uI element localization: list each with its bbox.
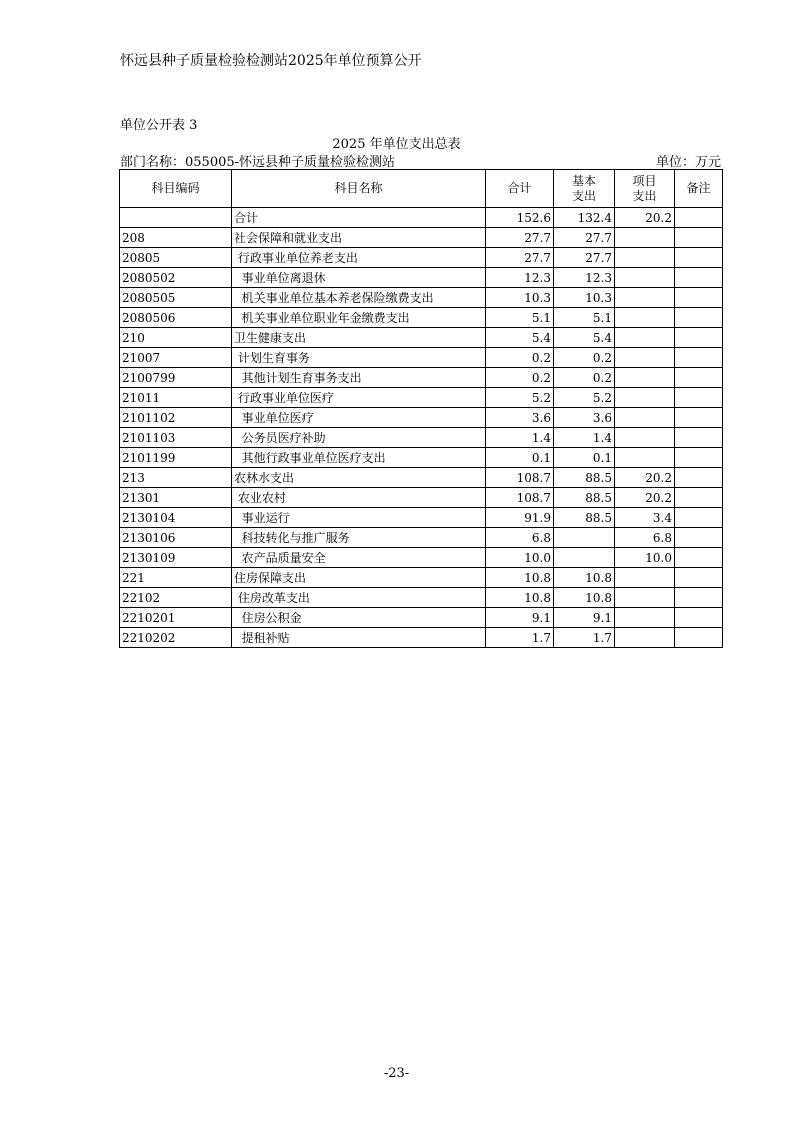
document-header: 怀远县种子质量检验检测站2025年单位预算公开 (120, 53, 422, 69)
name-cell: 事业单位医疗 (232, 408, 486, 428)
basic-cell: 5.2 (554, 388, 615, 408)
code-cell: 2100799 (120, 368, 232, 388)
basic-cell: 0.2 (554, 348, 615, 368)
table-row (120, 348, 723, 368)
total-cell: 10.8 (486, 568, 554, 588)
table-row (120, 428, 723, 448)
basic-cell: 9.1 (554, 608, 615, 628)
basic-cell: 132.4 (554, 208, 615, 228)
table-row (120, 508, 723, 528)
col-header-remark: 备注 (675, 170, 723, 208)
remark-cell (675, 368, 723, 388)
project-cell (615, 608, 675, 628)
project-cell: 6.8 (615, 528, 675, 548)
remark-cell (675, 348, 723, 368)
total-cell: 0.1 (486, 448, 554, 468)
table-row (120, 588, 723, 608)
total-cell: 10.0 (486, 548, 554, 568)
code-cell: 2101102 (120, 408, 232, 428)
code-cell: 22102 (120, 588, 232, 608)
remark-cell (675, 248, 723, 268)
remark-cell (675, 628, 723, 648)
code-cell: 2130104 (120, 508, 232, 528)
name-cell: 计划生育事务 (232, 348, 486, 368)
remark-cell (675, 488, 723, 508)
name-cell: 农业农村 (232, 488, 486, 508)
project-cell (615, 448, 675, 468)
code-cell: 2080506 (120, 308, 232, 328)
project-cell (615, 388, 675, 408)
basic-cell: 3.6 (554, 408, 615, 428)
table-row (120, 328, 723, 348)
basic-cell: 0.2 (554, 368, 615, 388)
total-cell: 0.2 (486, 368, 554, 388)
table-row (120, 268, 723, 288)
total-cell: 27.7 (486, 228, 554, 248)
project-cell: 3.4 (615, 508, 675, 528)
code-cell: 210 (120, 328, 232, 348)
remark-cell (675, 568, 723, 588)
table-row (120, 368, 723, 388)
remark-cell (675, 608, 723, 628)
total-cell: 91.9 (486, 508, 554, 528)
project-cell (615, 348, 675, 368)
name-cell: 住房公积金 (232, 608, 486, 628)
total-cell: 152.6 (486, 208, 554, 228)
remark-cell (675, 448, 723, 468)
basic-cell: 10.8 (554, 568, 615, 588)
code-cell: 2210202 (120, 628, 232, 648)
project-cell (615, 428, 675, 448)
code-cell: 2080502 (120, 268, 232, 288)
name-cell: 农产品质量安全 (232, 548, 486, 568)
table-row (120, 488, 723, 508)
total-cell: 5.2 (486, 388, 554, 408)
name-cell: 农林水支出 (232, 468, 486, 488)
code-cell: 2080505 (120, 288, 232, 308)
table-row (120, 308, 723, 328)
total-cell: 9.1 (486, 608, 554, 628)
total-cell: 12.3 (486, 268, 554, 288)
total-cell: 27.7 (486, 248, 554, 268)
code-cell: 221 (120, 568, 232, 588)
col-header-code: 科目编码 (120, 170, 232, 208)
name-cell: 科技转化与推广服务 (232, 528, 486, 548)
code-cell: 21011 (120, 388, 232, 408)
col-header-total: 合计 (486, 170, 554, 208)
basic-cell: 0.1 (554, 448, 615, 468)
project-cell (615, 368, 675, 388)
name-cell: 公务员医疗补助 (232, 428, 486, 448)
table-row (120, 208, 723, 228)
total-cell: 108.7 (486, 468, 554, 488)
remark-cell (675, 468, 723, 488)
name-cell: 提租补贴 (232, 628, 486, 648)
total-cell: 3.6 (486, 408, 554, 428)
project-cell (615, 268, 675, 288)
name-cell: 事业运行 (232, 508, 486, 528)
project-cell (615, 288, 675, 308)
name-cell: 事业单位离退休 (232, 268, 486, 288)
remark-cell (675, 408, 723, 428)
code-cell: 213 (120, 468, 232, 488)
total-cell: 10.8 (486, 588, 554, 608)
table-row (120, 228, 723, 248)
basic-cell: 5.1 (554, 308, 615, 328)
code-cell: 2130109 (120, 548, 232, 568)
page-number: -23- (383, 1066, 410, 1081)
table-header-row (120, 170, 723, 208)
remark-cell (675, 508, 723, 528)
total-cell: 5.1 (486, 308, 554, 328)
project-cell: 20.2 (615, 208, 675, 228)
remark-cell (675, 268, 723, 288)
name-cell: 合计 (232, 208, 486, 228)
basic-cell: 1.4 (554, 428, 615, 448)
table-row (120, 628, 723, 648)
table-row (120, 528, 723, 548)
col-header-project: 项目 支出 (615, 170, 675, 208)
code-cell: 2101199 (120, 448, 232, 468)
project-cell (615, 408, 675, 428)
basic-cell: 88.5 (554, 468, 615, 488)
table-number: 单位公开表 3 (120, 118, 198, 133)
total-cell: 6.8 (486, 528, 554, 548)
name-cell: 其他行政事业单位医疗支出 (232, 448, 486, 468)
remark-cell (675, 228, 723, 248)
code-cell: 21301 (120, 488, 232, 508)
project-cell (615, 308, 675, 328)
project-cell: 10.0 (615, 548, 675, 568)
total-cell: 0.2 (486, 348, 554, 368)
basic-cell (554, 548, 615, 568)
table-row (120, 388, 723, 408)
name-cell: 卫生健康支出 (232, 328, 486, 348)
remark-cell (675, 528, 723, 548)
remark-cell (675, 548, 723, 568)
department-label: 部门名称：055005-怀远县种子质量检验检测站 (120, 155, 396, 170)
name-cell: 住房保障支出 (232, 568, 486, 588)
basic-cell: 88.5 (554, 488, 615, 508)
name-cell: 机关事业单位职业年金缴费支出 (232, 308, 486, 328)
basic-cell: 1.7 (554, 628, 615, 648)
code-cell: 2130106 (120, 528, 232, 548)
table-row (120, 408, 723, 428)
basic-cell: 88.5 (554, 508, 615, 528)
table-title: 2025 年单位支出总表 (332, 137, 461, 152)
expenditure-table (119, 169, 723, 648)
table-row (120, 248, 723, 268)
code-cell: 20805 (120, 248, 232, 268)
code-cell: 2101103 (120, 428, 232, 448)
code-cell (120, 208, 232, 228)
table-row (120, 288, 723, 308)
basic-cell: 10.8 (554, 588, 615, 608)
table-body (120, 208, 723, 648)
name-cell: 行政事业单位养老支出 (232, 248, 486, 268)
table-row (120, 468, 723, 488)
project-cell: 20.2 (615, 488, 675, 508)
table-row (120, 448, 723, 468)
project-cell (615, 228, 675, 248)
code-cell: 208 (120, 228, 232, 248)
project-cell (615, 328, 675, 348)
total-cell: 108.7 (486, 488, 554, 508)
basic-cell: 5.4 (554, 328, 615, 348)
basic-cell: 12.3 (554, 268, 615, 288)
project-cell (615, 248, 675, 268)
remark-cell (675, 288, 723, 308)
remark-cell (675, 588, 723, 608)
basic-cell: 10.3 (554, 288, 615, 308)
total-cell: 1.4 (486, 428, 554, 448)
total-cell: 1.7 (486, 628, 554, 648)
total-cell: 10.3 (486, 288, 554, 308)
col-header-basic: 基本 支出 (554, 170, 615, 208)
basic-cell (554, 528, 615, 548)
project-cell (615, 588, 675, 608)
total-cell: 5.4 (486, 328, 554, 348)
table-row (120, 608, 723, 628)
basic-cell: 27.7 (554, 248, 615, 268)
project-cell: 20.2 (615, 468, 675, 488)
remark-cell (675, 328, 723, 348)
code-cell: 2210201 (120, 608, 232, 628)
name-cell: 机关事业单位基本养老保险缴费支出 (232, 288, 486, 308)
table-row (120, 548, 723, 568)
project-cell (615, 568, 675, 588)
name-cell: 其他计划生育事务支出 (232, 368, 486, 388)
project-cell (615, 628, 675, 648)
remark-cell (675, 208, 723, 228)
unit-label: 单位：万元 (655, 155, 721, 170)
name-cell: 住房改革支出 (232, 588, 486, 608)
code-cell: 21007 (120, 348, 232, 368)
remark-cell (675, 308, 723, 328)
basic-cell: 27.7 (554, 228, 615, 248)
col-header-name: 科目名称 (232, 170, 486, 208)
name-cell: 行政事业单位医疗 (232, 388, 486, 408)
name-cell: 社会保障和就业支出 (232, 228, 486, 248)
table-row (120, 568, 723, 588)
remark-cell (675, 428, 723, 448)
remark-cell (675, 388, 723, 408)
